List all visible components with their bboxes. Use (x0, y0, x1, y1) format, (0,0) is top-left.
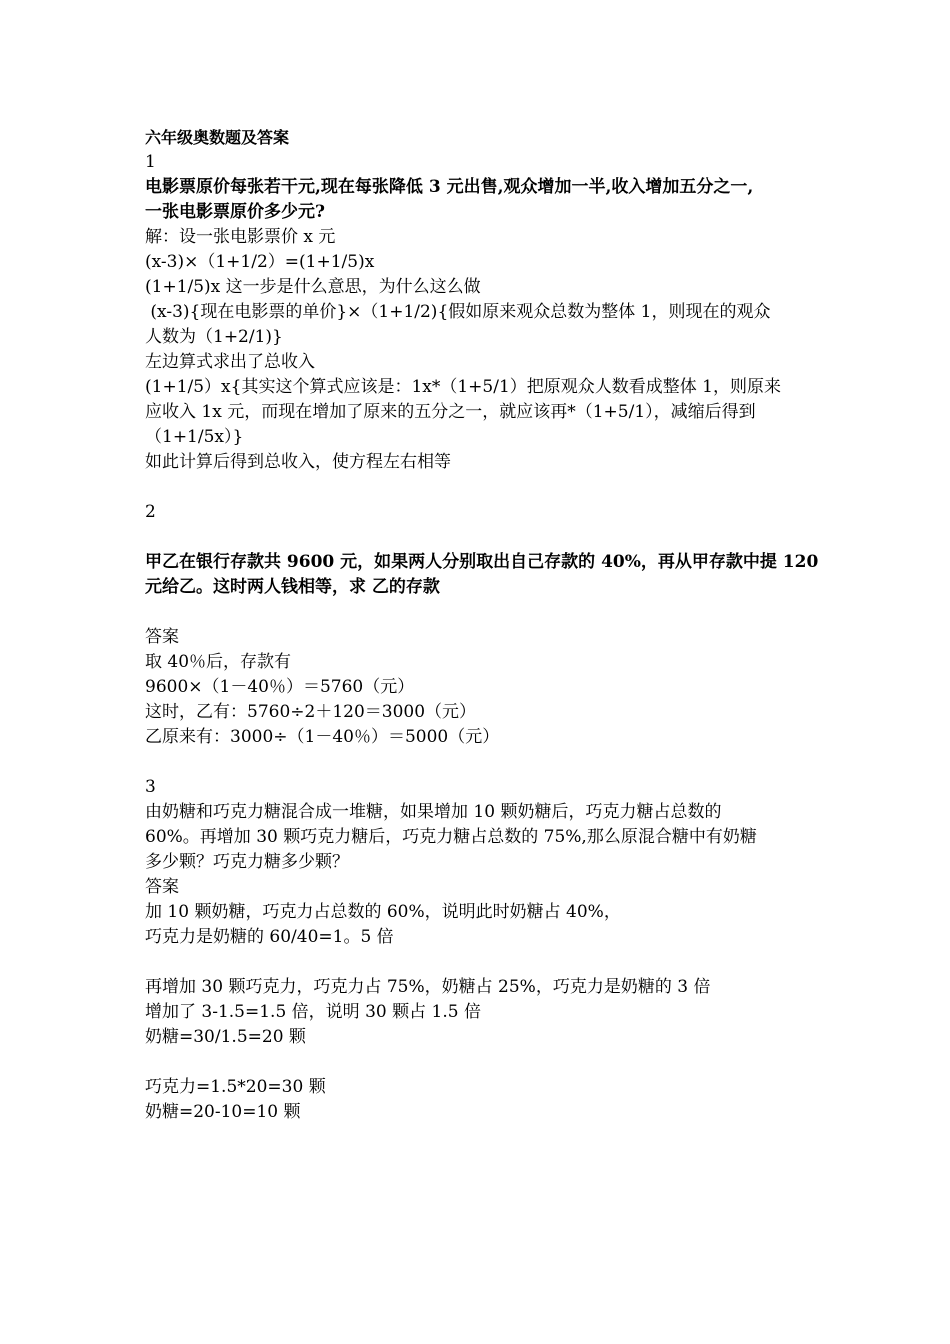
answer-3-line-1: 答案 (145, 877, 179, 897)
question-3-line-2: 60%。再增加 30 颗巧克力糖后，巧克力糖占总数的 75%,那么原混合糖中有奶糖 (145, 827, 757, 847)
answer-3-line-4: 再增加 30 颗巧克力，巧克力占 75%，奶糖占 25%，巧克力是奶糖的 3 倍 (145, 977, 711, 997)
answer-3-line-3: 巧克力是奶糖的 60/40=1。5 倍 (145, 927, 394, 947)
document-page (145, 125, 819, 1125)
answer-1-line-4: (x-3){现在电影票的单价}×（1+1/2){假如原来观众总数为整体 1，则现在的观众 (145, 302, 771, 322)
answer-3-line-7: 巧克力=1.5*20=30 颗 (145, 1077, 326, 1097)
answer-1-line-3: (1+1/5)x 这一步是什么意思，为什么这么做 (145, 277, 481, 297)
answer-1-line-6: 左边算式求出了总收入 (145, 352, 315, 372)
question-1-line-2: 一张电影票原价多少元? (145, 202, 325, 222)
answer-1-line-10: 如此计算后得到总收入，使方程左右相等 (145, 452, 451, 472)
answer-1-line-2: (x-3)×（1+1/2）=(1+1/5)x (145, 252, 375, 272)
document-title: 六年级奥数题及答案 (145, 128, 290, 147)
answer-1-line-8: 应收入 1x 元，而现在增加了原来的五分之一，就应该再*（1+5/1），减缩后得到 (145, 402, 756, 422)
answer-1-line-9: （1+1/5x）} (145, 427, 244, 447)
answer-2-line-5: 乙原来有：3000÷（1－40％）＝5000（元） (145, 727, 500, 747)
answer-1-line-5: 人数为（1+2/1)} (145, 327, 283, 347)
answer-2-line-3: 9600×（1－40％）＝5760（元） (145, 677, 415, 697)
answer-3-line-8: 奶糖=20-10=10 颗 (145, 1102, 301, 1122)
question-2-line-1: 甲乙在银行存款共 9600 元，如果两人分别取出自己存款的 40%，再从甲存款中提 120 (145, 552, 819, 572)
question-3-line-3: 多少颗？巧克力糖多少颗？ (145, 852, 349, 872)
answer-2-line-1: 答案 (145, 627, 179, 647)
question-2-line-2: 元给乙。这时两人钱相等，求 乙的存款 (145, 577, 440, 597)
answer-1-line-1: 解：设一张电影票价 x 元 (145, 227, 336, 247)
answer-3-line-6: 奶糖=30/1.5=20 颗 (145, 1027, 306, 1047)
answer-2-line-2: 取 40％后，存款有 (145, 652, 292, 672)
question-3-line-1: 由奶糖和巧克力糖混合成一堆糖，如果增加 10 颗奶糖后，巧克力糖占总数的 (145, 802, 722, 822)
answer-3-line-5: 增加了 3-1.5=1.5 倍，说明 30 颗占 1.5 倍 (145, 1002, 481, 1022)
answer-3-line-2: 加 10 颗奶糖，巧克力占总数的 60%，说明此时奶糖占 40%， (145, 902, 621, 922)
question-number-2: 2 (145, 502, 156, 522)
answer-2-line-4: 这时，乙有：5760÷2＋120＝3000（元） (145, 702, 477, 722)
question-number-3: 3 (145, 777, 156, 797)
question-1-line-1: 电影票原价每张若干元,现在每张降低 3 元出售,观众增加一半,收入增加五分之一, (145, 177, 754, 197)
question-number-1: 1 (145, 152, 156, 172)
answer-1-line-7: (1+1/5）x{其实这个算式应该是：1x*（1+5/1）把原观众人数看成整体 1，则原来 (145, 377, 781, 397)
